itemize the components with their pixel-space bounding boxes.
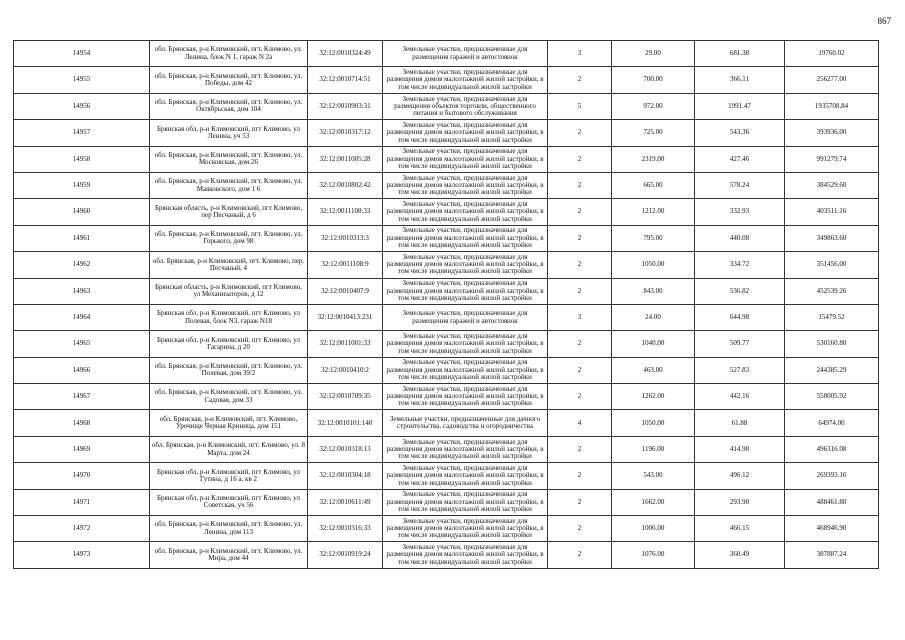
unit-value-cell: 442.16 bbox=[695, 384, 785, 410]
land-use-cell: Земельные участки, предназначенные для размещения домов малоэтажной жилой застройки, в том числе индивидуальной жилой застройки bbox=[383, 384, 548, 410]
address-cell: обл. Брянская, р-н Климовский, пгт. Климово, ул. Мира, дом 44 bbox=[150, 542, 308, 568]
unit-value-cell: 527.83 bbox=[695, 357, 785, 383]
address-cell: обл. Брянская, р-н Климовский, пгт. Климово, Урочище Черная Криница, дом 151 bbox=[150, 410, 308, 436]
cadastral-number-cell: 32:12:0010317:12 bbox=[308, 120, 383, 146]
unit-value-cell: 414.98 bbox=[695, 436, 785, 462]
use-group-cell: 2 bbox=[548, 278, 612, 304]
unit-value-cell: 366.11 bbox=[695, 67, 785, 93]
area-cell: 972.00 bbox=[612, 93, 695, 119]
table-row bbox=[14, 357, 879, 383]
unit-value-cell: 578.24 bbox=[695, 172, 785, 198]
cadastral-number-cell: 32:12:0010313:3 bbox=[308, 225, 383, 251]
record-number-cell: 14965 bbox=[14, 331, 150, 357]
unit-value-cell: 61.88 bbox=[695, 410, 785, 436]
unit-value-cell: 543.36 bbox=[695, 120, 785, 146]
unit-value-cell: 427.46 bbox=[695, 146, 785, 172]
land-use-cell: Земельные участки, предназначенные для размещения домов малоэтажной жилой застройки, в том числе индивидуальной жилой застройки bbox=[383, 516, 548, 542]
address-cell: обл. Брянская, р-н Климовский, пгт. Климово, ул. Садовая, дом 33 bbox=[150, 384, 308, 410]
land-use-cell: Земельные участки, предназначенные для размещения домов малоэтажной жилой застройки, в том числе индивидуальной жилой застройки bbox=[383, 542, 548, 568]
cadastral-number-cell: 32:12:0010903:31 bbox=[308, 93, 383, 119]
table-row bbox=[14, 120, 879, 146]
cadastral-number-cell: 32:12:0010324:49 bbox=[308, 41, 383, 67]
address-cell: Брянская обл, р-н Климовский, пгт Климово, ул Полевая, блок N3, гараж N18 bbox=[150, 304, 308, 330]
table-row bbox=[14, 384, 879, 410]
use-group-cell: 3 bbox=[548, 41, 612, 67]
use-group-cell: 5 bbox=[548, 93, 612, 119]
land-use-cell: Земельные участки, предназначенные для размещения объектов торговли, общественного питания и бытового обслуживания bbox=[383, 93, 548, 119]
unit-value-cell: 440.08 bbox=[695, 225, 785, 251]
table-row bbox=[14, 199, 879, 225]
unit-value-cell: 509.77 bbox=[695, 331, 785, 357]
use-group-cell: 2 bbox=[548, 331, 612, 357]
land-registry-table bbox=[13, 40, 879, 569]
land-use-cell: Земельные участки, предназначенные для размещения домов малоэтажной жилой застройки, в том числе индивидуальной жилой застройки bbox=[383, 463, 548, 489]
land-use-cell: Земельные участки, предназначенные для размещения домов малоэтажной жилой застройки, в том числе индивидуальной жилой застройки bbox=[383, 489, 548, 515]
address-cell: Брянская область, р-н Климовский, пгт Климово, пер Песчаный, д 6 bbox=[150, 199, 308, 225]
cadastral-value-cell: 530160.80 bbox=[785, 331, 879, 357]
record-number-cell: 14969 bbox=[14, 436, 150, 462]
table-row bbox=[14, 489, 879, 515]
table-row bbox=[14, 67, 879, 93]
record-number-cell: 14973 bbox=[14, 542, 150, 568]
unit-value-cell: 332.93 bbox=[695, 199, 785, 225]
cadastral-number-cell: 32:12:0010802:42 bbox=[308, 172, 383, 198]
cadastral-value-cell: 256277.00 bbox=[785, 67, 879, 93]
cadastral-value-cell: 991279.74 bbox=[785, 146, 879, 172]
record-number-cell: 14954 bbox=[14, 41, 150, 67]
address-cell: обл. Брянская, р-н Климовский, пгт. Климово, пер. Песчаный, 4 bbox=[150, 252, 308, 278]
use-group-cell: 2 bbox=[548, 146, 612, 172]
table-row bbox=[14, 331, 879, 357]
cadastral-value-cell: 244385.29 bbox=[785, 357, 879, 383]
cadastral-value-cell: 64974.00 bbox=[785, 410, 879, 436]
table-row bbox=[14, 278, 879, 304]
record-number-cell: 14961 bbox=[14, 225, 150, 251]
address-cell: обл. Брянская, р-н Климовский, пгт. Климово, ул. Ленина, дом 113 bbox=[150, 516, 308, 542]
area-cell: 1050.00 bbox=[612, 410, 695, 436]
cadastral-value-cell: 351456.00 bbox=[785, 252, 879, 278]
unit-value-cell: 360.49 bbox=[695, 542, 785, 568]
cadastral-value-cell: 387887.24 bbox=[785, 542, 879, 568]
area-cell: 543.00 bbox=[612, 463, 695, 489]
cadastral-value-cell: 452539.26 bbox=[785, 278, 879, 304]
table-row bbox=[14, 172, 879, 198]
use-group-cell: 3 bbox=[548, 304, 612, 330]
use-group-cell: 2 bbox=[548, 199, 612, 225]
cadastral-value-cell: 468946.90 bbox=[785, 516, 879, 542]
area-cell: 1262.00 bbox=[612, 384, 695, 410]
address-cell: Брянская обл, р-н Климовский, пгт Климово, ул Советская, уч 56 bbox=[150, 489, 308, 515]
land-use-cell: Земельные участки, предназначенные для размещения домов малоэтажной жилой застройки, в том числе индивидуальной жилой застройки bbox=[383, 278, 548, 304]
address-cell: Брянская обл, р-н Климовский, пгт Климово, ул Гутина, д 16 а, кв 2 bbox=[150, 463, 308, 489]
area-cell: 665.00 bbox=[612, 172, 695, 198]
unit-value-cell: 334.72 bbox=[695, 252, 785, 278]
address-cell: обл. Брянская, р-н Климовский, пгт. Климово, ул. Победы, дом 42 bbox=[150, 67, 308, 93]
land-use-cell: Земельные участки, предназначенные для размещения домов малоэтажной жилой застройки, в том числе индивидуальной жилой застройки bbox=[383, 357, 548, 383]
address-cell: обл. Брянская, р-н Климовский, пгт. Климово, ул. Октябрьская, дом 104 bbox=[150, 93, 308, 119]
use-group-cell: 2 bbox=[548, 252, 612, 278]
cadastral-number-cell: 32:12:0010714:51 bbox=[308, 67, 383, 93]
cadastral-number-cell: 32:12:0010709:35 bbox=[308, 384, 383, 410]
land-use-cell: Земельные участки, предназначенные для размещения домов малоэтажной жилой застройки, в том числе индивидуальной жилой застройки bbox=[383, 436, 548, 462]
cadastral-value-cell: 488461.80 bbox=[785, 489, 879, 515]
record-number-cell: 14963 bbox=[14, 278, 150, 304]
table-row bbox=[14, 252, 879, 278]
cadastral-value-cell: 1935708.84 bbox=[785, 93, 879, 119]
cadastral-number-cell: 32:12:0010410:2 bbox=[308, 357, 383, 383]
table-row bbox=[14, 304, 879, 330]
unit-value-cell: 1991.47 bbox=[695, 93, 785, 119]
address-cell: Брянская обл, р-н Климовский, пгт Климово, ул Гагарина, д 20 bbox=[150, 331, 308, 357]
address-cell: Брянская обл, р-н Климовский, пгт Климово, ул Ленина, уч 53 bbox=[150, 120, 308, 146]
address-cell: обл. Брянская, р-н Климовский, пгт. Климово, ул. Ленина, блок N 1, гараж N 2а bbox=[150, 41, 308, 67]
cadastral-number-cell: 32:12:0010407:9 bbox=[308, 278, 383, 304]
land-use-cell: Земельные участки, предназначенные для размещения домов малоэтажной жилой застройки, в том числе индивидуальной жилой застройки bbox=[383, 252, 548, 278]
cadastral-value-cell: 393936.00 bbox=[785, 120, 879, 146]
use-group-cell: 2 bbox=[548, 463, 612, 489]
area-cell: 2319.00 bbox=[612, 146, 695, 172]
unit-value-cell: 466.15 bbox=[695, 516, 785, 542]
record-number-cell: 14959 bbox=[14, 172, 150, 198]
use-group-cell: 2 bbox=[548, 384, 612, 410]
unit-value-cell: 681.38 bbox=[695, 41, 785, 67]
use-group-cell: 2 bbox=[548, 489, 612, 515]
use-group-cell: 2 bbox=[548, 436, 612, 462]
unit-value-cell: 293.90 bbox=[695, 489, 785, 515]
area-cell: 700.00 bbox=[612, 67, 695, 93]
area-cell: 1076.00 bbox=[612, 542, 695, 568]
record-number-cell: 14968 bbox=[14, 410, 150, 436]
land-use-cell: Земельные участки, предназначенные для размещения домов малоэтажной жилой застройки, в том числе индивидуальной жилой застройки bbox=[383, 199, 548, 225]
cadastral-number-cell: 32:12:0010316:33 bbox=[308, 516, 383, 542]
use-group-cell: 2 bbox=[548, 120, 612, 146]
record-number-cell: 14960 bbox=[14, 199, 150, 225]
area-cell: 1212.00 bbox=[612, 199, 695, 225]
land-use-cell: Земельные участки, предназначенные для размещения домов малоэтажной жилой застройки, в том числе индивидуальной жилой застройки bbox=[383, 120, 548, 146]
record-number-cell: 14955 bbox=[14, 67, 150, 93]
area-cell: 1196.00 bbox=[612, 436, 695, 462]
record-number-cell: 14966 bbox=[14, 357, 150, 383]
area-cell: 725.00 bbox=[612, 120, 695, 146]
table-row bbox=[14, 436, 879, 462]
unit-value-cell: 644.98 bbox=[695, 304, 785, 330]
unit-value-cell: 496.12 bbox=[695, 463, 785, 489]
area-cell: 1662.00 bbox=[612, 489, 695, 515]
use-group-cell: 2 bbox=[548, 172, 612, 198]
cadastral-number-cell: 32:12:0011108:9 bbox=[308, 252, 383, 278]
table-row bbox=[14, 516, 879, 542]
land-use-cell: Земельные участки, предназначенные для размещения домов малоэтажной жилой застройки, в том числе индивидуальной жилой застройки bbox=[383, 172, 548, 198]
table-row bbox=[14, 93, 879, 119]
use-group-cell: 2 bbox=[548, 542, 612, 568]
address-cell: обл. Брянская, р-н Климовский, пгт. Климово, ул. 8 Марта, дом 24 bbox=[150, 436, 308, 462]
cadastral-number-cell: 32:12:0010919:24 bbox=[308, 542, 383, 568]
use-group-cell: 2 bbox=[548, 516, 612, 542]
cadastral-value-cell: 349863.60 bbox=[785, 225, 879, 251]
land-use-cell: Земельные участки, предназначенные для размещения домов малоэтажной жилой застройки, в том числе индивидуальной жилой застройки bbox=[383, 67, 548, 93]
cadastral-number-cell: 32:12:0010318:13 bbox=[308, 436, 383, 462]
land-use-cell: Земельные участки, предназначенные для размещения домов малоэтажной жилой застройки, в том числе индивидуальной жилой застройки bbox=[383, 331, 548, 357]
use-group-cell: 2 bbox=[548, 357, 612, 383]
table-row bbox=[14, 41, 879, 67]
cadastral-value-cell: 269393.16 bbox=[785, 463, 879, 489]
table-row bbox=[14, 542, 879, 568]
cadastral-number-cell: 32:12:0011001:33 bbox=[308, 331, 383, 357]
record-number-cell: 14957 bbox=[14, 120, 150, 146]
land-use-cell: Земельные участки, предназначенные для дачного строительства, садоводства и огородничества bbox=[383, 410, 548, 436]
record-number-cell: 14956 bbox=[14, 93, 150, 119]
record-number-cell: 14962 bbox=[14, 252, 150, 278]
cadastral-value-cell: 384529.60 bbox=[785, 172, 879, 198]
area-cell: 463.00 bbox=[612, 357, 695, 383]
area-cell: 843.00 bbox=[612, 278, 695, 304]
address-cell: обл. Брянская, р-н Климовский, пгт. Климово, ул. Маяковского, дом 1 6 bbox=[150, 172, 308, 198]
cadastral-number-cell: 32:12:0010101:140 bbox=[308, 410, 383, 436]
record-number-cell: 14970 bbox=[14, 463, 150, 489]
table-row bbox=[14, 410, 879, 436]
land-use-cell: Земельные участки, предназначенные для размещения домов малоэтажной жилой застройки, в том числе индивидуальной жилой застройки bbox=[383, 146, 548, 172]
use-group-cell: 2 bbox=[548, 225, 612, 251]
use-group-cell: 4 bbox=[548, 410, 612, 436]
cadastral-number-cell: 32:12:0011005:28 bbox=[308, 146, 383, 172]
area-cell: 29.00 bbox=[612, 41, 695, 67]
cadastral-number-cell: 32:12:0010611:49 bbox=[308, 489, 383, 515]
cadastral-value-cell: 19760.02 bbox=[785, 41, 879, 67]
cadastral-number-cell: 32:12:0010413:231 bbox=[308, 304, 383, 330]
table-row bbox=[14, 463, 879, 489]
record-number-cell: 14971 bbox=[14, 489, 150, 515]
record-number-cell: 14964 bbox=[14, 304, 150, 330]
cadastral-number-cell: 32:12:0011108:33 bbox=[308, 199, 383, 225]
cadastral-value-cell: 558005.92 bbox=[785, 384, 879, 410]
area-cell: 795.00 bbox=[612, 225, 695, 251]
land-use-cell: Земельные участки, предназначенные для размещения домов малоэтажной жилой застройки, в том числе индивидуальной жилой застройки bbox=[383, 225, 548, 251]
area-cell: 24.00 bbox=[612, 304, 695, 330]
cadastral-value-cell: 403511.16 bbox=[785, 199, 879, 225]
unit-value-cell: 536.82 bbox=[695, 278, 785, 304]
cadastral-value-cell: 15479.52 bbox=[785, 304, 879, 330]
page-number: 867 bbox=[877, 16, 891, 26]
cadastral-value-cell: 496316.08 bbox=[785, 436, 879, 462]
address-cell: обл. Брянская, р-н Климовский, пгт. Климово, ул. Горького, дом 98 bbox=[150, 225, 308, 251]
record-number-cell: 14967 bbox=[14, 384, 150, 410]
record-number-cell: 14958 bbox=[14, 146, 150, 172]
table-body bbox=[14, 41, 879, 569]
address-cell: Брянская область, р-н Климовский, пгт Климово, ул Механизаторов, д 12 bbox=[150, 278, 308, 304]
address-cell: обл. Брянская, р-н Климовский, пгт. Климово, ул. Московская, дом 26 bbox=[150, 146, 308, 172]
area-cell: 1040.00 bbox=[612, 331, 695, 357]
use-group-cell: 2 bbox=[548, 67, 612, 93]
table-row bbox=[14, 146, 879, 172]
area-cell: 1050.00 bbox=[612, 252, 695, 278]
address-cell: обл. Брянская, р-н Климовский, пгт. Климово, ул. Полевая, дом 39/2 bbox=[150, 357, 308, 383]
land-use-cell: Земельные участки, предназначенные для размещения гаражей и автостоянок bbox=[383, 304, 548, 330]
table-row bbox=[14, 225, 879, 251]
land-use-cell: Земельные участки, предназначенные для размещения гаражей и автостоянок bbox=[383, 41, 548, 67]
record-number-cell: 14972 bbox=[14, 516, 150, 542]
area-cell: 1006.00 bbox=[612, 516, 695, 542]
cadastral-number-cell: 32:12:0010304:18 bbox=[308, 463, 383, 489]
